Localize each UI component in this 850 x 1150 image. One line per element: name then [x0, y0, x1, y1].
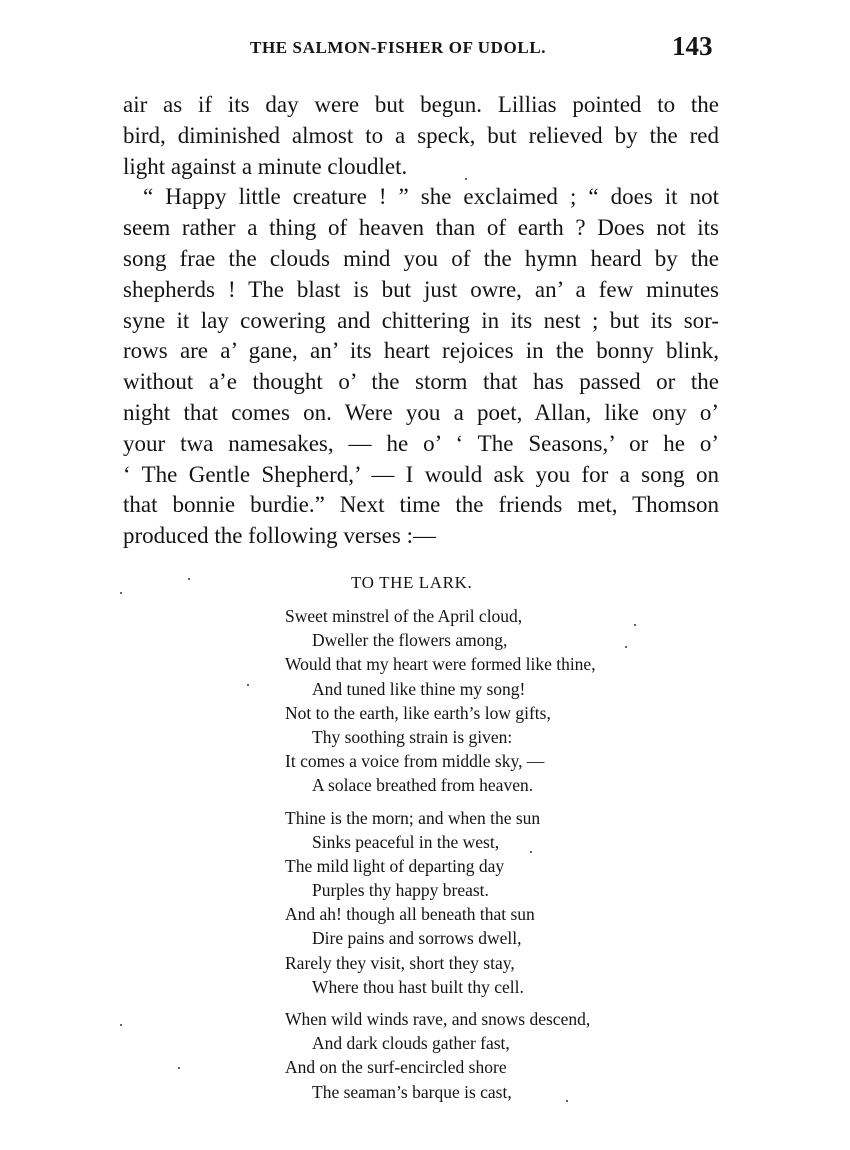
verse-line: Not to the earth, like earth’s low gifts,	[285, 702, 551, 723]
verse-line: And tuned like thine my song!	[312, 678, 526, 699]
prose-line: seem rather a thing of heaven than of earth ? Does not its	[123, 215, 719, 241]
verse-line: Rarely they visit, short they stay,	[285, 952, 515, 973]
scan-speck	[247, 684, 249, 686]
prose-line: air as if its day were but begun. Lillias pointed to the	[123, 92, 719, 117]
prose-line: syne it lay cowering and chittering in its nest ; but its sor-	[123, 307, 719, 333]
verse-line: Dweller the flowers among,	[312, 630, 508, 651]
prose-line: ‘ The Gentle Shepherd,’ — I would ask you for a song on	[123, 461, 719, 487]
scan-speck	[530, 851, 532, 853]
verse-line: And dark clouds gather fast,	[312, 1033, 510, 1054]
verse-line: The seaman’s barque is cast,	[312, 1081, 512, 1102]
scan-speck	[178, 1067, 180, 1069]
scan-speck	[634, 624, 636, 626]
running-head-title: THE SALMON-FISHER OF UDOLL.	[250, 38, 547, 57]
verse-line: Where thou hast built thy cell.	[312, 976, 524, 997]
prose-line: shepherds ! The blast is but just owre, an’ a few minutes	[123, 276, 719, 302]
prose-line: without a’e thought o’ the storm that has passed or the	[123, 369, 719, 395]
prose-line: song frae the clouds mind you of the hymn heard by the	[123, 245, 719, 271]
verse-line: The mild light of departing day	[285, 855, 505, 876]
prose-line: light against a minute cloudlet.	[123, 153, 408, 179]
poem-title: TO THE LARK.	[351, 573, 473, 592]
verse-line: Dire pains and sorrows dwell,	[312, 928, 522, 949]
verse-line: When wild winds rave, and snows descend,	[285, 1009, 591, 1029]
scan-speck	[120, 592, 122, 594]
verse-line: It comes a voice from middle sky, —	[285, 751, 545, 772]
prose-line: night that comes on. Were you a poet, Allan, like ony o’	[123, 399, 719, 425]
verse-line: Thy soothing strain is given:	[312, 726, 513, 747]
scan-speck	[465, 178, 467, 180]
verse-line: Thine is the morn; and when the sun	[285, 807, 541, 828]
verse-line: And on the surf-encircled shore	[285, 1057, 507, 1078]
verse-line: Would that my heart were formed like thine,	[285, 654, 596, 675]
poem-stanza	[285, 604, 596, 798]
verse-line: Purples thy happy breast.	[312, 880, 489, 901]
scan-speck	[566, 1100, 568, 1102]
prose-line: bird, diminished almost to a speck, but relieved by the red	[123, 122, 719, 148]
poem-stanza	[285, 1007, 596, 1104]
poem-stanza	[285, 806, 596, 1000]
prose-body	[123, 90, 719, 552]
scan-speck	[188, 578, 190, 580]
verse-line: Sinks peaceful in the west,	[312, 831, 500, 852]
prose-line: that bonnie burdie.” Next time the friends met, Thomson	[123, 492, 719, 518]
scan-speck	[120, 1024, 122, 1026]
poem	[285, 604, 596, 1112]
prose-line: your twa namesakes, — he o’ ‘ The Seasons,’ or he o’	[123, 430, 719, 456]
verse-line: Sweet minstrel of the April cloud,	[285, 606, 523, 626]
prose-line: “ Happy little creature ! ” she exclaimed ; “ does it not	[143, 184, 719, 210]
page-number: 143	[672, 31, 713, 61]
verse-line: A solace breathed from heaven.	[312, 775, 534, 796]
scan-speck	[625, 646, 627, 648]
verse-line: And ah! though all beneath that sun	[285, 904, 535, 925]
prose-line: rows are a’ gane, an’ its heart rejoices in the bonny blink,	[123, 338, 719, 364]
prose-line: produced the following verses :—	[123, 523, 436, 549]
